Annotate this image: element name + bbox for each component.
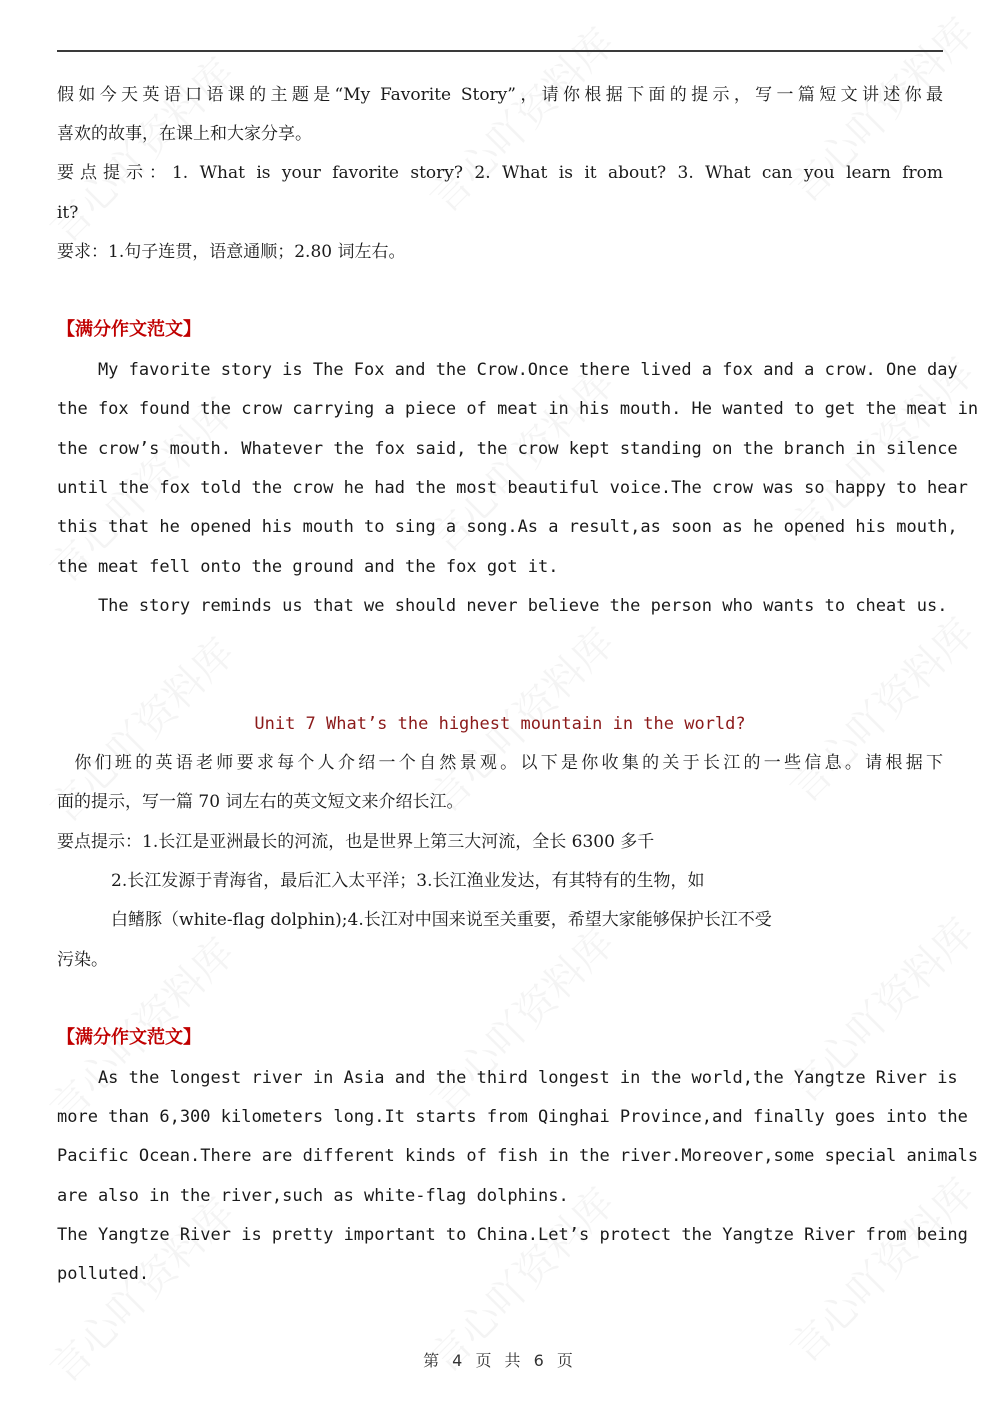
header-rule bbox=[57, 50, 943, 52]
essay-line: As the longest river in Asia and the third longest in the world,the Yangtze River is bbox=[57, 1068, 958, 1088]
page-number: 第 4 页 共 6 页 bbox=[423, 1351, 577, 1370]
watermark bbox=[415, 913, 625, 1123]
essay-line: more than 6,300 kilometers long.It starts from Qinghai Province,and finally goes into the bbox=[57, 1107, 968, 1127]
hints-line: 2.长江发源于青海省，最后汇入太平洋；3.长江渔业发达，有其特有的生物，如 bbox=[57, 871, 705, 891]
requirement-line: 要求：1.句子连贯，语意通顺；2.80 词左右。 bbox=[57, 242, 406, 262]
essay-line: The story reminds us that we should never believe the person who wants to cheat us. bbox=[57, 596, 948, 616]
essay-line: the fox found the crow carrying a piece of meat in his mouth. He wanted to get the meat in bbox=[57, 399, 979, 419]
essay-line: until the fox told the crow he had the most beautiful voice.The crow was so happy to hear bbox=[57, 478, 968, 498]
hints-line: it? bbox=[57, 203, 79, 223]
watermark bbox=[775, 603, 985, 813]
hints-line: 污染。 bbox=[57, 950, 108, 970]
essay-line: the meat fell onto the ground and the fox got it. bbox=[57, 557, 559, 577]
model-essay-heading: 【满分作文范文】 bbox=[57, 319, 201, 340]
essay-line: The Yangtze River is pretty important to China.Let’s protect the Yangtze River from being bbox=[57, 1225, 968, 1245]
hints-line: 白鳍豚（white-flag dolphin);4.长江对中国来说至关重要，希望大家能够保护长江不受 bbox=[57, 910, 772, 930]
hints-line: 要点提示：1. What is your favorite story? 2. What is it about? 3. What can you learn from bbox=[57, 163, 943, 183]
prompt-line: 面的提示，写一篇 70 词左右的英文短文来介绍长江。 bbox=[57, 792, 464, 812]
hints-line: 要点提示：1.长江是亚洲最长的河流，也是世界上第三大河流，全长 6300 多千 bbox=[57, 832, 655, 852]
essay-line: the crow’s mouth. Whatever the fox said, the crow kept standing on the branch in silence bbox=[57, 439, 958, 459]
prompt-line: 你们班的英语老师要求每个人介绍一个自然景观。以下是你收集的关于长江的一些信息。请根据下 bbox=[57, 753, 943, 773]
essay-line: polluted. bbox=[57, 1264, 150, 1284]
watermark bbox=[415, 13, 625, 223]
essay-line: Pacific Ocean.There are different kinds of fish in the river.Moreover,some special animals bbox=[57, 1146, 979, 1166]
prompt-line: 喜欢的故事，在课上和大家分享。 bbox=[57, 124, 312, 144]
essay-line: are also in the river,such as white-flag dolphins. bbox=[57, 1186, 569, 1206]
essay-line: My favorite story is The Fox and the Crow.Once there lived a fox and a crow. One day bbox=[57, 360, 958, 380]
prompt-line: 假如今天英语口语课的主题是“My Favorite Story”，请你根据下面的提示，写一篇短文讲述你最 bbox=[57, 85, 943, 105]
unit-title: Unit 7 What’s the highest mountain in the world? bbox=[254, 714, 746, 734]
model-essay-heading: 【满分作文范文】 bbox=[57, 1027, 201, 1048]
essay-line: this that he opened his mouth to sing a song.As a result,as soon as he opened his mouth, bbox=[57, 517, 958, 537]
